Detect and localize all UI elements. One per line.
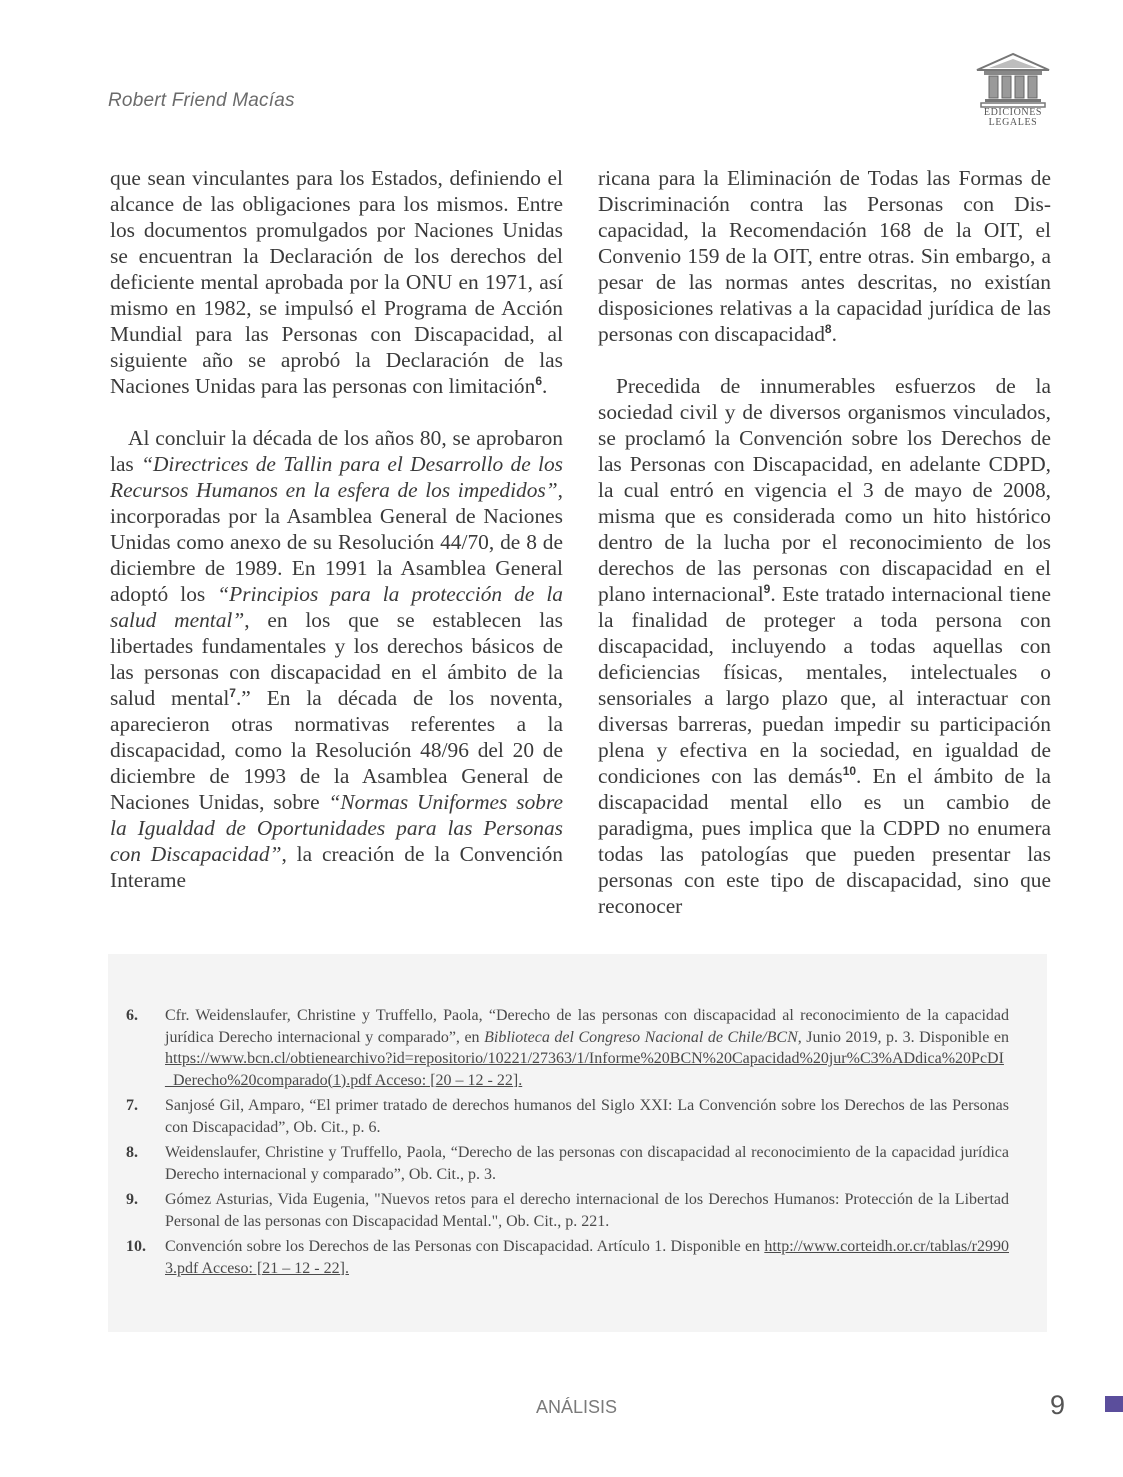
footnote-body: Convención sobre los Derechos de las Personas con Discapacidad. Artículo 1. Disponible en — [165, 1238, 765, 1255]
footnote-ref[interactable]: 7 — [229, 686, 236, 700]
footnote-body: , Junio 2019, p. 3. Disponible en — [797, 1028, 1009, 1046]
paragraph — [598, 373, 1051, 919]
footnote-number: 8. — [126, 1144, 138, 1161]
footnote-link[interactable]: http://www.corteidh.or.cr/tablas/r29903.pdf Acceso: [21 – 12 - 22]. — [165, 1238, 1009, 1277]
body-column-left — [110, 165, 563, 893]
paragraph-text: . — [542, 374, 548, 398]
footnote-text — [165, 1005, 1009, 1091]
paragraph-text: .” En la década de los noventa, aparecieron otras normativas referentes a la discapacidad, como la Resolución 48/96 del 20 de diciembre de 1993 de la Asamblea General de Naciones Unidas, sobre — [110, 686, 563, 814]
footer-section-label: ANÁLISIS — [536, 1397, 618, 1417]
footnotes-list — [126, 1005, 1009, 1283]
italic-title: “Principios para la protección de la salud mental” — [110, 582, 563, 632]
paragraph-text: que sean vinculantes para los Estados, definiendo el alcance de las obligaciones para los mismos. Entre los documentos promulgados por Naciones Unidas se encuentran la Declaración de los derechos del deficiente mental aprobada por la ONU en 1971, así mismo en 1982, se impulsó el Programa de Acción Mundial para las Personas con Discapacidad, al siguiente año se aprobó la Declaración de las Naciones Unidas para las personas con limitación — [110, 166, 563, 398]
footnote-item — [126, 1236, 1009, 1279]
paragraph-text: . — [831, 322, 837, 346]
publisher-logo — [975, 52, 1051, 134]
paragraph-text: Al concluir la década de los años 80, se aprobaron las — [110, 426, 563, 476]
footnote-item — [126, 1189, 1009, 1232]
footnote-ref[interactable]: 10 — [842, 764, 857, 778]
footnote-italic: Biblioteca del Congreso Nacional de Chile/BCN — [484, 1028, 798, 1046]
footnote-number: 10. — [126, 1238, 146, 1255]
classical-building-icon — [975, 52, 1051, 108]
paragraph-text: . En el ámbito de la discapacidad mental ello es un cambio de paradigma, pues implica que la CDPD no enumera todas las patologías que pueden presentar las personas con este tipo de discapacidad, sino que reconocer — [598, 764, 1051, 918]
footnote-text: Gómez Asturias, Vida Eugenia, "Nuevos retos para el derecho internacional de los Derechos Humanos: Protección de la Libertad Personal de las personas con Discapacidad Mental.", Ob. Cit., p. 221. — [165, 1191, 1009, 1230]
footnote-ref[interactable]: 9 — [763, 582, 771, 596]
paragraph-text: , incorporadas por la Asamblea General de Naciones Unidas como anexo de su Resolución 44/70, de 8 de diciembre de 1989. En 1991 la Asamblea General adoptó los — [110, 478, 563, 606]
footnote-item — [126, 1095, 1009, 1138]
paragraph-text: . Este tratado internacional tiene la finalidad de proteger a toda persona con discapacidad, incluyendo a todas aquellas con deficiencias físicas, mentales, intelectuales o sensoriales a largo plazo que, al interactuar con diversas barreras, puedan impedir su participación plena y efectiva en la sociedad, en igualdad de condiciones con las demás — [598, 582, 1051, 788]
footnote-text: Weidenslaufer, Christine y Truffello, Paola, “Derecho de las personas con discapacidad al reconocimiento de la capacidad jurídica Derecho internacional y comparado”, Ob. Cit., p. 3. — [165, 1144, 1009, 1183]
paragraph — [110, 165, 563, 399]
page-corner-marker — [1105, 1396, 1123, 1412]
paragraph-text: ricana para la Eliminación de Todas las Formas de Discriminación contra las Personas con Discapacidad, la Recomendación 168 de la OIT, el Convenio 159 de la OIT, entre otras. Sin embargo, a pesar de las normas antes descritas, no existían disposiciones relativas a la capacidad jurídica de las personas con discapacidad — [598, 166, 1051, 346]
footnote-link[interactable]: https://www.bcn.cl/obtienearchivo?id=repositorio/10221/27363/1/Informe%20BCN%20Capacidad%20jur%C3%ADdica%20PcDI_Derecho%20comparado(1).pdf Acceso: [20 – 12 - 22]. — [165, 1050, 1004, 1089]
footnote-text — [165, 1236, 1009, 1279]
logo-text-line2: LEGALES — [988, 117, 1038, 128]
italic-title: “Directrices de Tallin para el Desarrollo de los Recursos Humanos en la esfera de los impedidos” — [110, 452, 564, 502]
italic-title: “Normas Uniformes sobre la Igualdad de Oportunidades para las Personas con Discapacidad” — [110, 790, 563, 866]
footnote-text: Sanjosé Gil, Amparo, “El primer tratado de derechos humanos del Siglo XXI: La Convención sobre los Derechos de las Personas con Discapacidad”, Ob. Cit., p. 6. — [165, 1097, 1009, 1136]
footnote-body: Cfr. Weidenslaufer, Christine y Truffello, Paola, “Derecho de las personas con discapacidad al reconocimiento de la capacidad jurídica Derecho internacional y comparado”, en — [165, 1007, 1009, 1046]
body-column-right — [598, 165, 1051, 919]
footnote-number: 9. — [126, 1191, 138, 1208]
page-number: 9 — [1050, 1390, 1066, 1420]
paragraph-text: , en los que se establecen las libertades fundamentales y los derechos básicos de las personas con discapacidad en el ámbito de la salud mental — [110, 608, 563, 710]
footnote-item — [126, 1005, 1009, 1091]
paragraph-text: Precedida de innumerables esfuerzos de la sociedad civil y de diversos organismos vinculados, se proclamó la Convención sobre los Derechos de las Personas con Discapacidad, en adelante CDPD, la cual entró en vigencia el 3 de mayo de 2008, misma que es considerada como un hito histórico dentro de la lucha por el reconocimiento de los derechos de las personas con discapacidad en el plano internacional — [598, 374, 1051, 606]
footnote-ref[interactable]: 6 — [535, 374, 542, 388]
footnote-ref[interactable]: 8 — [824, 322, 832, 336]
running-head-author: Robert Friend Macías — [108, 90, 295, 111]
paragraph — [598, 165, 1051, 347]
footnote-item — [126, 1142, 1009, 1185]
footnote-number: 6. — [126, 1007, 138, 1024]
logo-text-line1: EDICIONES — [983, 107, 1043, 118]
paragraph-text: , la creación de la Convención Interame — [110, 842, 563, 892]
paragraph — [110, 425, 563, 893]
footnote-number: 7. — [126, 1097, 138, 1114]
